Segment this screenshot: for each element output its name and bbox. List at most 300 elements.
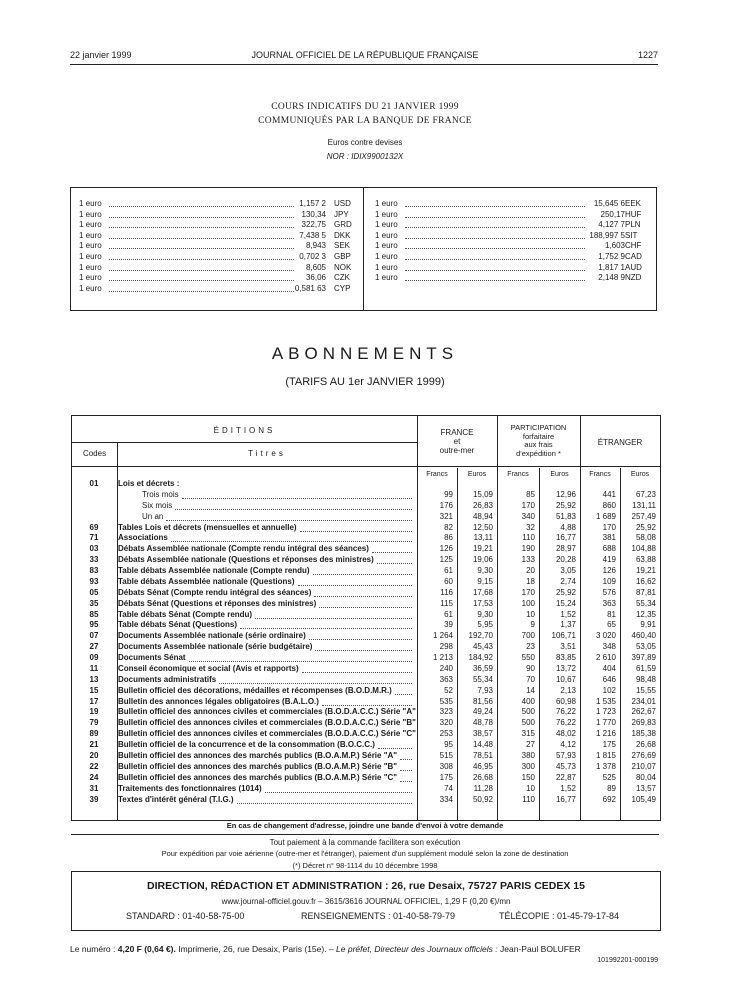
row-price: 60 xyxy=(444,576,453,586)
note-voie-aerienne: Pour expédition par voie aérienne (outre-mer et l'étranger), paiement d'un supplément modulé selon la zone de destination xyxy=(161,849,569,858)
table-row xyxy=(72,653,660,664)
leader-dots xyxy=(219,683,412,684)
leader-dots xyxy=(405,206,585,207)
row-price: 175 xyxy=(439,772,453,782)
rate-value: 1,603 xyxy=(604,241,625,251)
leader-dots xyxy=(109,280,294,281)
leader-dots xyxy=(109,248,294,249)
footer-name: Jean-Paul BOLUFER xyxy=(500,944,581,954)
leader-dots xyxy=(377,563,412,564)
leader-dots xyxy=(255,618,412,619)
row-code: 89 xyxy=(89,729,99,739)
rate-label: 1 euro xyxy=(375,209,398,219)
table-row xyxy=(72,566,660,577)
header-codes: Codes xyxy=(82,449,107,458)
row-price: 535 xyxy=(439,696,453,706)
rate-row xyxy=(375,199,647,210)
row-price: 323 xyxy=(439,707,453,717)
subheader-francs: Francs xyxy=(507,471,529,478)
row-price: 126 xyxy=(439,544,453,554)
row-title: Trois mois xyxy=(142,489,179,499)
row-code: 13 xyxy=(89,674,99,684)
row-price: 269,83 xyxy=(631,718,656,728)
leader-dots xyxy=(109,270,294,271)
rate-row xyxy=(375,231,647,242)
row-code: 69 xyxy=(89,522,99,532)
rate-value: 7,438 5 xyxy=(299,230,326,240)
row-price: 321 xyxy=(439,511,453,521)
row-title: Bulletin officiel des annonces civiles et commerciales (B.O.D.A.C.C.) Série "A" xyxy=(118,707,416,717)
rate-label: 1 euro xyxy=(79,262,102,272)
rate-value: 4,127 7 xyxy=(598,220,625,230)
row-price: 98,48 xyxy=(635,674,656,684)
cours-nor: NOR : IDIX9900132X xyxy=(326,152,404,161)
subheader-euros: Euros xyxy=(550,471,569,478)
leader-dots xyxy=(109,217,294,218)
table-row xyxy=(72,762,660,773)
row-title: Documents Assemblée nationale (série ordinaire) xyxy=(118,631,306,641)
row-price: 46,95 xyxy=(472,761,493,771)
rate-currency: CYP xyxy=(334,283,351,293)
row-price: 15,24 xyxy=(555,598,576,608)
row-price: 253 xyxy=(439,729,453,739)
rate-label: 1 euro xyxy=(79,273,102,283)
row-price: 20 xyxy=(526,566,535,576)
row-title: Conseil économique et social (Avis et rapports) xyxy=(118,663,299,673)
row-price: 2,74 xyxy=(560,576,576,586)
row-price: 32 xyxy=(526,522,535,532)
row-price: 860 xyxy=(602,500,616,510)
row-price: 16,62 xyxy=(635,576,656,586)
table-row xyxy=(72,697,660,708)
row-price: 257,49 xyxy=(631,511,656,521)
row-price: 210,07 xyxy=(631,761,656,771)
rate-label: 1 euro xyxy=(375,230,398,240)
row-price: 26,83 xyxy=(472,500,493,510)
row-code: 24 xyxy=(89,772,99,782)
rate-row xyxy=(79,210,354,221)
row-price: 10,67 xyxy=(555,674,576,684)
subheader-euros: Euros xyxy=(630,471,650,478)
note-decret: (*) Décret n° 98-1114 du 10 décembre 1998 xyxy=(292,861,438,870)
row-price: 104,88 xyxy=(631,544,656,554)
row-code: 03 xyxy=(89,544,99,554)
note-changement-adresse: En cas de changement d'adresse, joindre une bande d'envoi à votre demande xyxy=(71,821,659,835)
footer-numero-price: 4,20 F (0,64 €). xyxy=(117,944,176,954)
row-price: 397,89 xyxy=(631,653,656,663)
row-price: 315 xyxy=(521,729,535,739)
row-price: 700 xyxy=(521,631,535,641)
direction-box xyxy=(71,871,661,931)
row-title: Bulletin des annonces légales obligatoires (B.A.L.O.) xyxy=(118,696,319,706)
row-code: 85 xyxy=(89,609,99,619)
exchange-rates-divider xyxy=(363,188,364,310)
row-price: 404 xyxy=(602,663,616,673)
rate-value: 0,581 63 xyxy=(294,283,326,293)
rate-value: 1,157 2 xyxy=(299,199,326,208)
header-etranger: ÉTRANGER xyxy=(597,438,643,447)
rate-currency: HUF xyxy=(625,209,642,219)
leader-dots xyxy=(405,238,585,239)
header-journal: JOURNAL OFFICIEL DE LA RÉPUBLIQUE FRANÇAISE xyxy=(251,50,479,60)
rate-label: 1 euro xyxy=(79,251,102,261)
row-price: 500 xyxy=(521,718,535,728)
rate-value: 1,752 9 xyxy=(598,251,625,261)
rate-value: 8,605 xyxy=(305,262,326,272)
row-title: Traitements des fonctionnaires (1014) xyxy=(118,783,262,793)
row-price: 22,87 xyxy=(555,772,576,782)
row-price: 52 xyxy=(444,685,453,695)
row-price: 381 xyxy=(602,533,616,543)
row-title: Débats Assemblée nationale (Compte rendu intégral des séances) xyxy=(118,544,369,554)
footer-numero-label: Le numéro : xyxy=(70,944,116,954)
row-code: 11 xyxy=(89,663,99,673)
leader-dots xyxy=(372,552,412,553)
leader-dots xyxy=(319,607,412,608)
direction-title: DIRECTION, RÉDACTION ET ADMINISTRATION : 26, rue Desaix, 75727 PARIS CEDEX 15 xyxy=(147,880,585,892)
row-code: 19 xyxy=(89,707,99,717)
table-row xyxy=(72,740,660,751)
leader-dots xyxy=(309,639,412,640)
row-price: 87,81 xyxy=(635,587,656,597)
row-code: 31 xyxy=(89,783,99,793)
row-price: 70 xyxy=(526,674,535,684)
row-price: 1 689 xyxy=(595,511,616,521)
row-price: 3,51 xyxy=(560,642,576,652)
row-price: 4,88 xyxy=(560,522,576,532)
row-price: 49,24 xyxy=(472,707,493,717)
row-price: 61 xyxy=(444,609,453,619)
row-price: 9 xyxy=(530,620,535,630)
row-price: 1 216 xyxy=(595,729,616,739)
rate-label: 1 euro xyxy=(79,283,102,293)
row-title: Table débats Assemblée nationale (Questions) xyxy=(118,576,295,586)
row-price: 48,02 xyxy=(555,729,576,739)
row-title: Débats Assemblée nationale (Questions et réponses des ministres) xyxy=(118,555,374,565)
row-price: 4,12 xyxy=(560,740,576,750)
row-price: 18 xyxy=(526,576,535,586)
row-code: 93 xyxy=(89,576,99,586)
leader-dots xyxy=(175,509,412,510)
row-price: 26,68 xyxy=(472,772,493,782)
direction-web: www.journal-officiel.gouv.fr – 3615/3616 JOURNAL OFFICIEL, 1,29 F (0,20 €)/mn xyxy=(221,897,511,906)
row-price: 185,38 xyxy=(631,729,656,739)
row-price: 320 xyxy=(439,718,453,728)
row-title: Bulletin officiel des annonces civiles et commerciales (B.O.D.A.C.C.) Série "B" xyxy=(118,718,416,728)
table-row xyxy=(72,686,660,697)
row-price: 58,08 xyxy=(635,533,656,543)
row-title: Bulletin officiel des annonces des marchés publics (B.O.A.M.P.) Série "B" xyxy=(118,761,398,771)
row-code: 83 xyxy=(89,566,99,576)
row-price: 55,34 xyxy=(635,598,656,608)
leader-dots xyxy=(314,596,412,597)
row-price: 80,04 xyxy=(635,772,656,782)
row-price: 262,67 xyxy=(631,707,656,717)
row-price: 17,68 xyxy=(472,587,493,597)
rate-row xyxy=(375,273,647,284)
rate-row xyxy=(79,231,354,242)
row-title: Débats Sénat (Questions et réponses des ministres) xyxy=(118,598,317,608)
row-price: 13,57 xyxy=(635,783,656,793)
rate-currency: CZK xyxy=(334,273,350,283)
row-price: 441 xyxy=(602,489,616,499)
row-title: Textes d'intérêt général (T.I.G.) xyxy=(118,794,234,804)
row-price: 1 723 xyxy=(595,707,616,717)
exchange-rates-box xyxy=(70,187,657,311)
footer-imprimerie: Imprimerie, 26, rue Desaix, Paris (15e). – xyxy=(178,944,334,954)
row-price: 74 xyxy=(444,783,453,793)
row-code: 33 xyxy=(89,555,99,565)
row-price: 48,94 xyxy=(472,511,493,521)
table-row xyxy=(72,577,660,588)
table-row xyxy=(72,784,660,795)
row-price: 9,30 xyxy=(477,609,493,619)
row-price: 525 xyxy=(602,772,616,782)
rate-row xyxy=(79,273,354,284)
leader-dots xyxy=(109,227,294,228)
row-price: 10 xyxy=(526,609,535,619)
row-price: 133 xyxy=(521,555,535,565)
rate-label: 1 euro xyxy=(375,251,398,261)
row-price: 82 xyxy=(444,522,453,532)
row-title: Documents administratifs xyxy=(118,674,217,684)
row-price: 1 535 xyxy=(595,696,616,706)
row-price: 170 xyxy=(521,587,535,597)
header-date: 22 janvier 1999 xyxy=(70,50,132,60)
rate-row xyxy=(79,284,354,295)
row-price: 12,35 xyxy=(635,609,656,619)
row-price: 19,21 xyxy=(472,544,493,554)
row-price: 150 xyxy=(521,772,535,782)
table-row xyxy=(72,544,660,555)
row-title: Table débats Assemblée nationale (Compte rendu) xyxy=(118,566,310,576)
row-price: 99 xyxy=(444,489,453,499)
row-price: 16,77 xyxy=(555,533,576,543)
rate-value: 250,17 xyxy=(600,209,625,219)
row-code: 95 xyxy=(89,620,99,630)
rate-row xyxy=(79,199,354,210)
row-price: 14 xyxy=(526,685,535,695)
row-price: 110 xyxy=(522,533,535,543)
rate-label: 1 euro xyxy=(79,209,102,219)
leader-dots xyxy=(171,541,412,542)
row-price: 90 xyxy=(526,663,535,673)
row-title: Lois et décrets : xyxy=(118,479,180,488)
row-price: 184,92 xyxy=(468,653,493,663)
row-price: 48,78 xyxy=(472,718,493,728)
leader-dots xyxy=(405,270,585,271)
rate-row xyxy=(375,220,647,231)
leader-dots xyxy=(240,628,412,629)
row-price: 125 xyxy=(439,555,453,565)
rate-value: 322,75 xyxy=(301,220,326,230)
cours-title-line2: COMMUNIQUÉS PAR LA BANQUE DE FRANCE xyxy=(258,116,472,126)
row-price: 2 610 xyxy=(595,653,616,663)
rate-value: 2,148 9 xyxy=(598,273,625,283)
table-row xyxy=(72,729,660,740)
rate-row xyxy=(79,220,354,231)
row-price: 61,59 xyxy=(635,663,656,673)
rate-row xyxy=(79,252,354,263)
row-price: 19,06 xyxy=(472,555,493,565)
row-price: 20,28 xyxy=(555,555,576,565)
leader-dots xyxy=(109,206,294,207)
subscriptions-table xyxy=(71,415,661,821)
row-price: 116 xyxy=(440,587,453,597)
row-price: 36,59 xyxy=(472,663,493,673)
header-rule xyxy=(70,64,658,65)
leader-dots xyxy=(237,803,412,804)
note-paiement: Tout paiement à la commande facilitera son exécution xyxy=(269,838,461,847)
row-price: 334 xyxy=(439,794,453,804)
row-code: 17 xyxy=(89,696,99,706)
leader-dots xyxy=(315,650,412,651)
row-price: 9,91 xyxy=(640,620,656,630)
row-price: 17,53 xyxy=(472,598,493,608)
row-price: 102 xyxy=(602,685,616,695)
table-row xyxy=(72,707,660,718)
row-code: 20 xyxy=(89,751,99,760)
table-rule-editions xyxy=(72,442,417,443)
table-row xyxy=(72,751,660,762)
leader-dots xyxy=(405,248,585,249)
leader-dots xyxy=(109,238,294,239)
row-price: 81,56 xyxy=(472,696,493,706)
row-price: 12,50 xyxy=(472,522,493,532)
leader-dots xyxy=(302,672,412,673)
row-price: 57,93 xyxy=(555,751,576,760)
row-title: Six mois xyxy=(142,500,173,510)
row-code: 35 xyxy=(89,598,99,608)
row-title: Bulletin officiel des annonces des marchés publics (B.O.A.M.P.) Série "C" xyxy=(118,772,398,782)
row-price: 76,22 xyxy=(555,718,576,728)
table-row xyxy=(72,512,660,523)
row-price: 234,01 xyxy=(631,696,656,706)
rate-currency: SIT xyxy=(625,230,638,240)
row-price: 67,23 xyxy=(635,489,656,499)
rate-label: 1 euro xyxy=(79,220,102,230)
row-price: 1 770 xyxy=(595,718,616,728)
row-price: 25,92 xyxy=(635,522,656,532)
row-price: 2,13 xyxy=(560,685,576,695)
row-price: 363 xyxy=(602,598,616,608)
row-price: 105,49 xyxy=(631,794,656,804)
rate-currency: GRD xyxy=(334,220,352,230)
rate-value: 188,997 5 xyxy=(589,230,625,240)
row-price: 83,85 xyxy=(555,653,576,663)
footer-ref: 101992201-000199 xyxy=(597,957,658,964)
row-code: 39 xyxy=(89,794,99,804)
rate-label: 1 euro xyxy=(375,273,398,283)
row-price: 170 xyxy=(602,522,616,532)
table-row xyxy=(72,588,660,599)
row-price: 9,30 xyxy=(477,566,493,576)
leader-dots xyxy=(322,705,412,706)
row-price: 1 378 xyxy=(595,761,616,771)
header-titres: Titres xyxy=(248,449,286,458)
rate-value: 1,817 1 xyxy=(598,262,625,272)
row-price: 95 xyxy=(444,740,453,750)
exchange-rates-right-column xyxy=(375,199,647,284)
row-price: 27 xyxy=(526,740,535,750)
abonnements-title: ABONNEMENTS xyxy=(271,344,459,363)
rate-label: 1 euro xyxy=(79,230,102,240)
row-price: 9,15 xyxy=(477,576,493,586)
rate-row xyxy=(375,263,647,274)
rate-label: 1 euro xyxy=(375,241,398,251)
row-price: 576 xyxy=(602,587,616,597)
cours-subtitle: Euros contre devises xyxy=(327,138,403,147)
rate-value: 130,34 xyxy=(301,209,326,219)
table-row xyxy=(72,523,660,534)
row-price: 53,05 xyxy=(635,642,656,652)
leader-dots xyxy=(405,280,585,281)
row-price: 106,71 xyxy=(551,631,576,641)
table-row xyxy=(72,610,660,621)
rate-row xyxy=(79,263,354,274)
row-price: 692 xyxy=(602,794,616,804)
row-price: 109 xyxy=(602,576,616,586)
row-price: 45,43 xyxy=(472,642,493,652)
leader-dots xyxy=(395,694,412,695)
row-price: 308 xyxy=(439,761,453,771)
row-price: 11,28 xyxy=(473,783,493,793)
table-row xyxy=(72,675,660,686)
rate-row xyxy=(375,252,647,263)
row-price: 550 xyxy=(521,653,535,663)
row-price: 110 xyxy=(522,794,535,804)
row-price: 63,88 xyxy=(635,555,656,565)
row-price: 400 xyxy=(521,696,535,706)
row-price: 688 xyxy=(602,544,616,554)
row-price: 25,92 xyxy=(555,587,576,597)
row-price: 16,77 xyxy=(555,794,576,804)
table-row xyxy=(72,599,660,610)
row-price: 76,22 xyxy=(555,707,576,717)
table-row xyxy=(72,490,660,501)
rate-value: 8,943 xyxy=(305,241,326,251)
leader-dots xyxy=(189,661,412,662)
row-price: 15,55 xyxy=(635,685,656,695)
row-title: Bulletin officiel des annonces civiles et commerciales (B.O.D.A.C.C.) Série "C" xyxy=(118,729,416,739)
row-price: 115 xyxy=(440,598,453,608)
table-row xyxy=(72,642,660,653)
row-price: 175 xyxy=(602,740,616,750)
rate-row xyxy=(375,210,647,221)
row-price: 81 xyxy=(607,609,616,619)
row-title: Table débats Sénat (Compte rendu) xyxy=(118,609,253,619)
leader-dots xyxy=(166,520,412,521)
row-price: 14,48 xyxy=(472,740,493,750)
row-price: 10 xyxy=(526,783,535,793)
table-row xyxy=(72,620,660,631)
rate-value: 15,645 6 xyxy=(593,199,625,208)
direction-renseignements: RENSEIGNEMENTS : 01-40-58-79-79 xyxy=(301,911,456,921)
row-code: 27 xyxy=(89,642,99,652)
rate-row xyxy=(375,241,647,252)
row-price: 176 xyxy=(439,500,453,510)
leader-dots xyxy=(300,531,412,532)
rate-currency: EEK xyxy=(625,199,642,208)
row-title: Bulletin officiel des décorations, médailles et récompenses (B.O.D.M.R.) xyxy=(118,685,392,695)
subheader-francs: Francs xyxy=(589,471,611,478)
row-title: Documents Assemblée nationale (série budgétaire) xyxy=(118,642,313,652)
row-price: 61 xyxy=(444,566,453,576)
header-france: FRANCE et outre-mer xyxy=(439,428,475,455)
row-price: 89 xyxy=(607,783,616,793)
row-price: 1,52 xyxy=(560,609,576,619)
direction-telecopie: TÉLÉCOPIE : 01-45-79-17-84 xyxy=(499,911,620,921)
